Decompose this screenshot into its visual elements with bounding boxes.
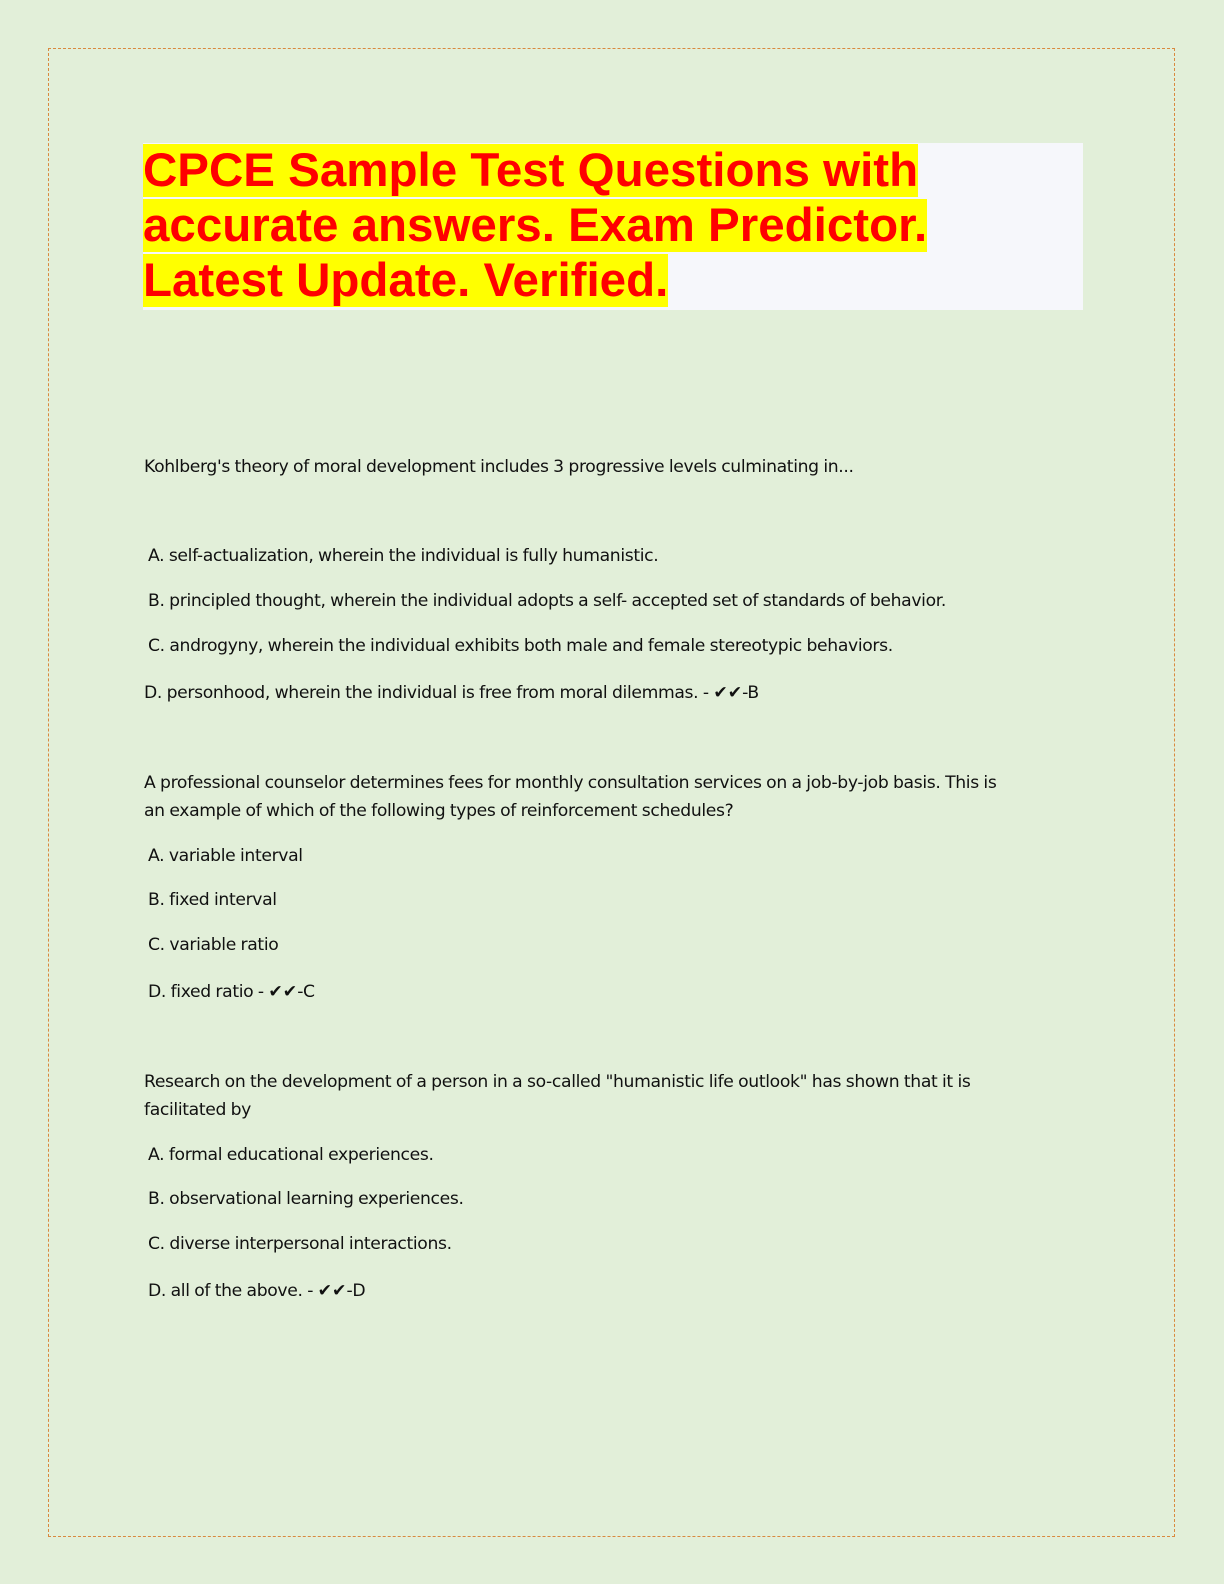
double-check-icon: ✔✔ [268,982,298,1002]
question-1-option-b: B. principled thought, wherein the individual adopts a self- accepted set of standards of behavior. [148,591,947,611]
option-text: D. fixed ratio - [148,982,269,1002]
question-2-option-a: A. variable interval [148,846,303,866]
question-3-option-a: A. formal educational experiences. [148,1145,434,1165]
option-text: D. all of the above. - [148,1281,318,1301]
question-2-option-c: C. variable ratio [148,935,279,955]
question-3-stem-line-1: Research on the development of a person in a so-called "humanistic life outlook" has shown that it is [144,1072,971,1092]
question-1-option-a: A. self-actualization, wherein the individual is fully humanistic. [148,546,659,566]
question-2-option-b: B. fixed interval [148,890,277,910]
question-1-option-d [144,683,759,703]
page-title [143,143,1083,308]
title-block [143,143,1083,310]
question-2-stem-line-1: A professional counselor determines fees for monthly consultation services on a job-by-job basis. This is [144,773,997,793]
title-line: CPCE Sample Test Questions with [143,144,919,197]
answer-key: -D [346,1281,366,1301]
question-3-option-b: B. observational learning experiences. [148,1189,464,1209]
option-text: D. personhood, wherein the individual is free from moral dilemmas. - [144,683,714,703]
question-3-option-c: C. diverse interpersonal interactions. [148,1234,452,1254]
question-1-stem: Kohlberg's theory of moral development includes 3 progressive levels culminating in... [144,457,854,477]
question-3-option-d [148,1281,365,1301]
title-line: Latest Update. Verified. [143,254,669,307]
question-2-stem-line-2: an example of which of the following types of reinforcement schedules? [144,801,734,821]
double-check-icon: ✔✔ [317,1281,347,1301]
question-2-option-d [148,982,315,1002]
title-line: accurate answers. Exam Predictor. [143,199,928,252]
question-3-stem-line-2: facilitated by [144,1100,251,1120]
answer-key: -C [297,982,315,1002]
answer-key: -B [742,683,759,703]
question-1-option-c: C. androgyny, wherein the individual exhibits both male and female stereotypic behaviors. [148,636,893,656]
double-check-icon: ✔✔ [713,683,743,703]
